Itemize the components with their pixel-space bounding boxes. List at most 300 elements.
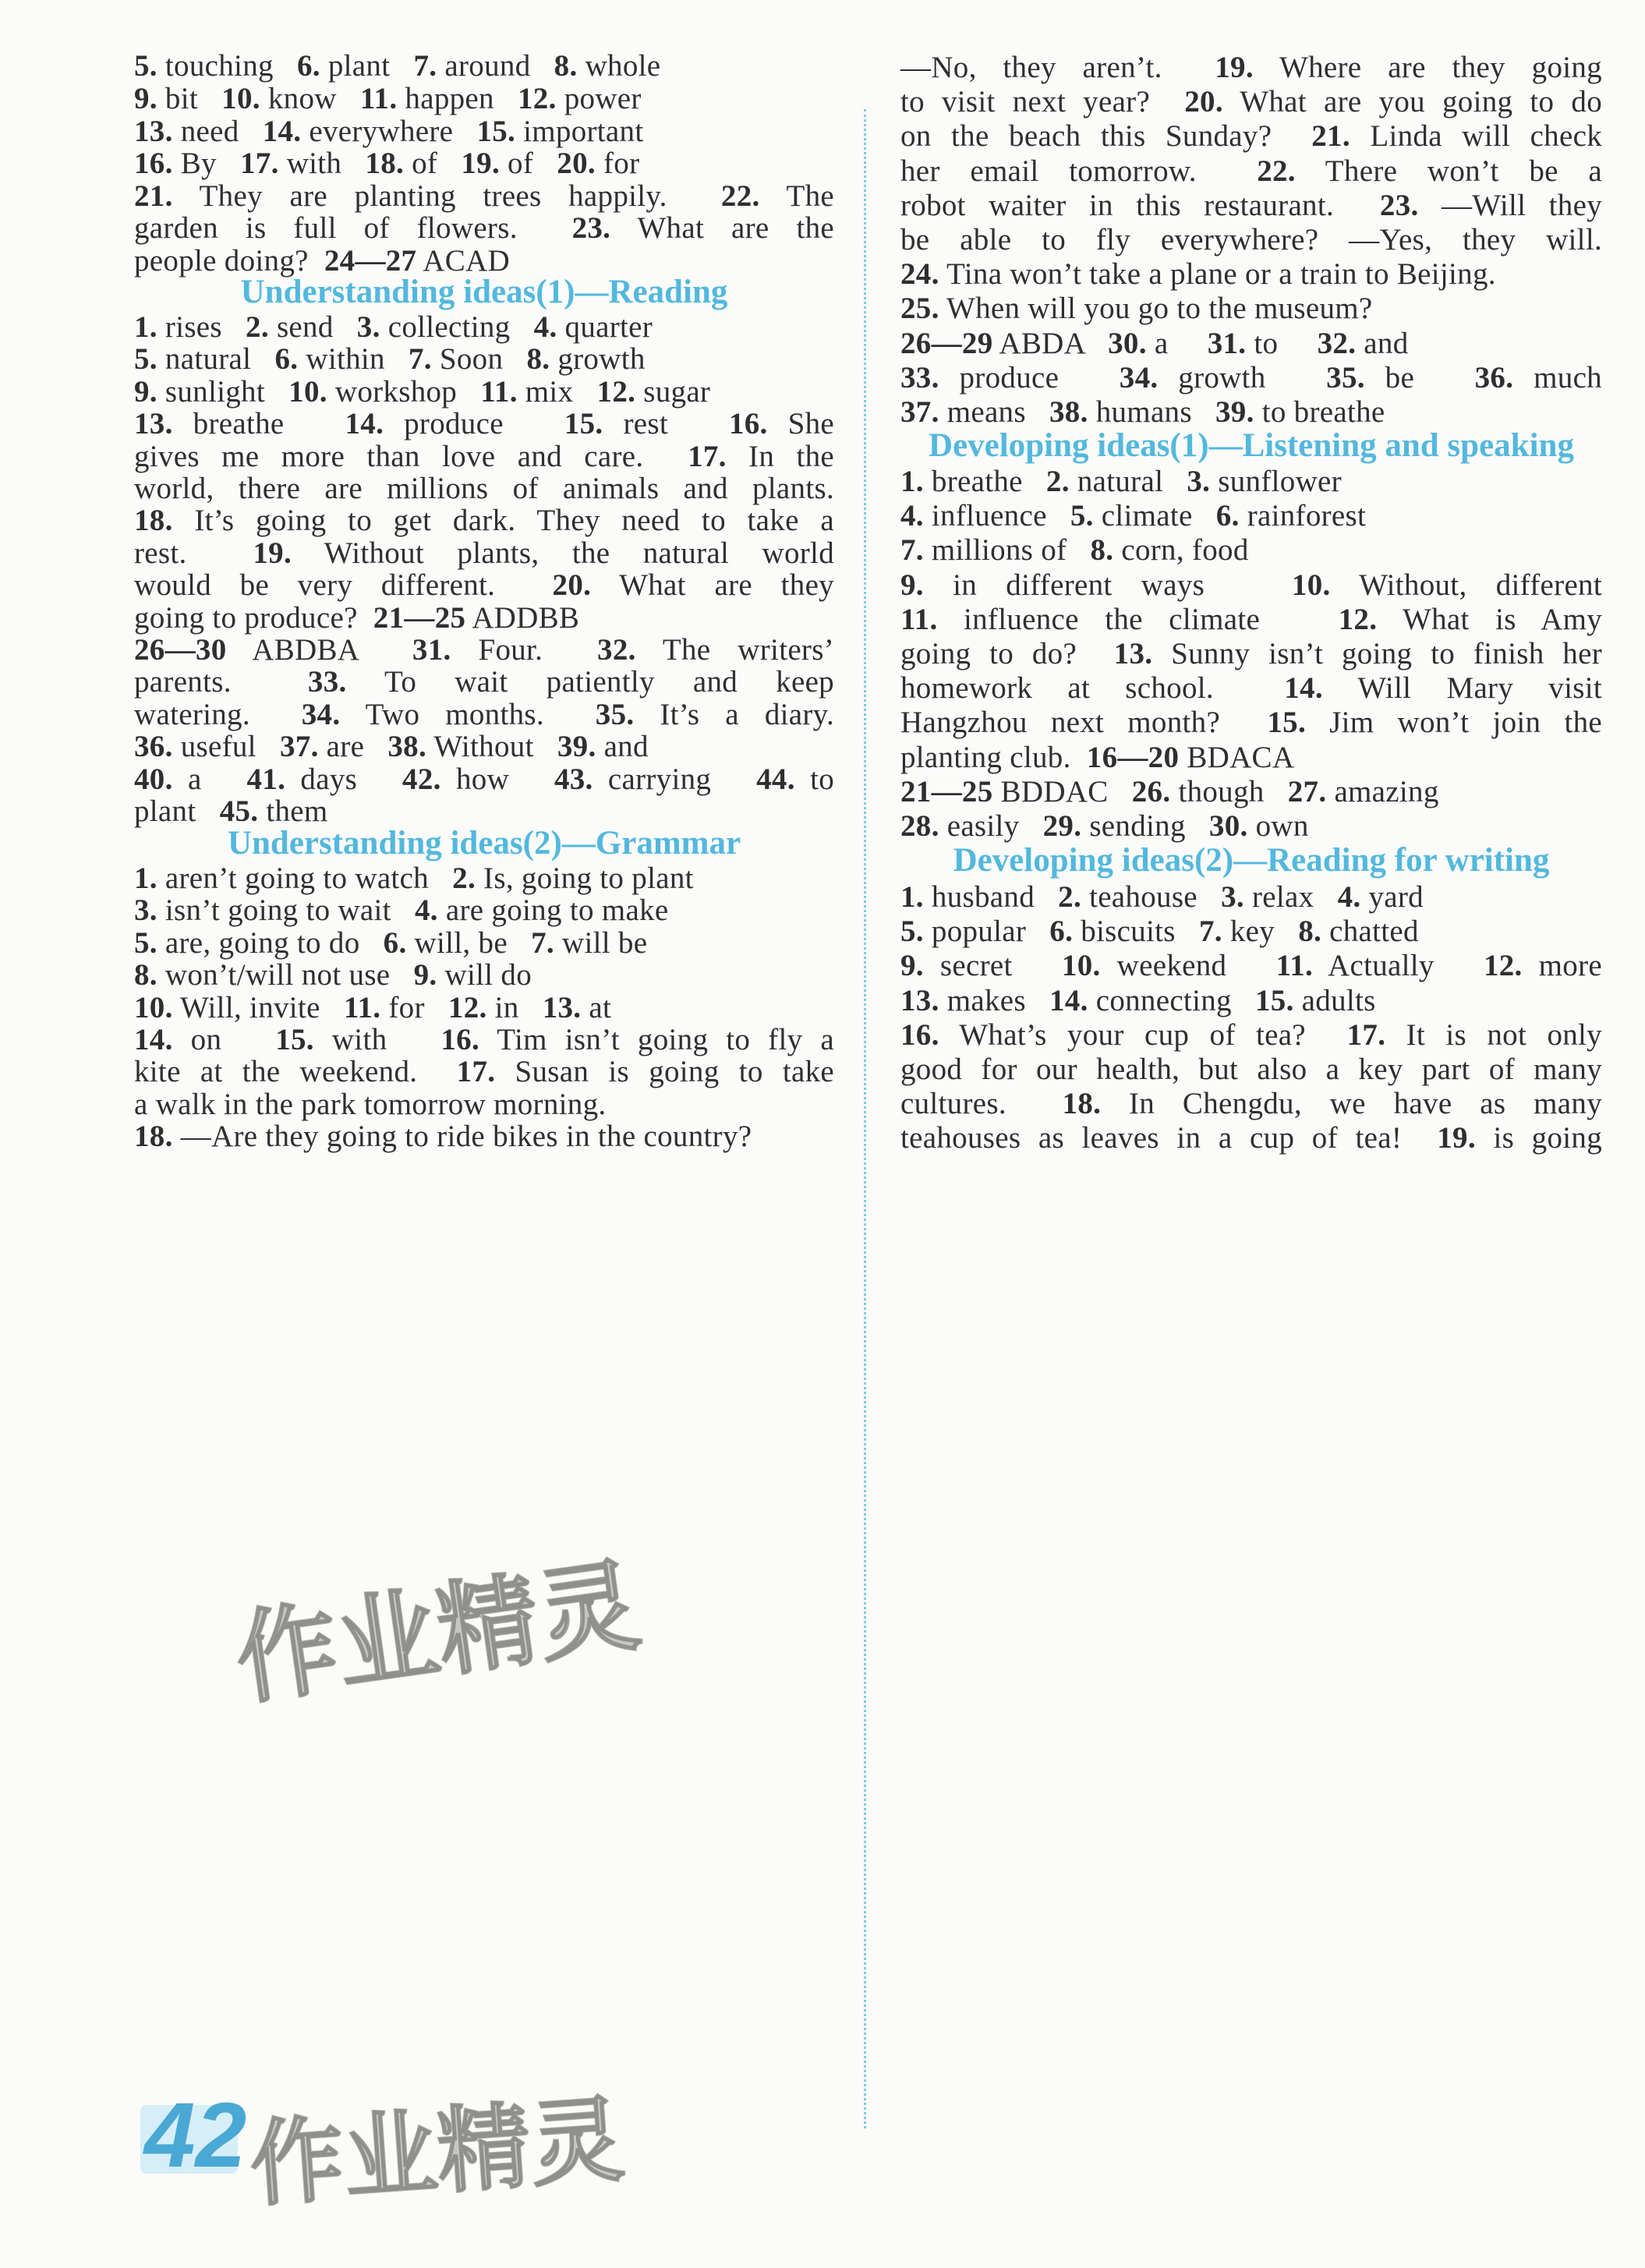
question-number: 12. — [448, 990, 487, 1024]
answer-text: influence — [923, 499, 1070, 533]
answer-line — [900, 462, 1602, 501]
answer-text: in different ways — [923, 568, 1292, 602]
answer-text: What are you going to do — [1222, 85, 1602, 119]
question-number: 15. — [275, 1023, 314, 1056]
answer-text: Hangzhou next month? — [900, 706, 1268, 740]
question-number: 23. — [571, 211, 611, 245]
question-number: 16. — [728, 407, 768, 441]
question-number: 5. — [134, 342, 157, 377]
question-number: 6. — [1049, 915, 1074, 949]
question-number: 6. — [1215, 499, 1240, 533]
question-number: 4. — [533, 310, 557, 344]
question-number: 16. — [134, 147, 173, 180]
question-number: 18. — [134, 1120, 173, 1154]
question-number: 13. — [134, 407, 173, 441]
answer-text: are, going to do — [157, 925, 384, 960]
answer-text: power — [556, 82, 642, 115]
answer-line — [900, 566, 1602, 605]
question-number: 26—30 — [134, 633, 227, 667]
question-number: 10. — [1291, 568, 1331, 602]
question-number: 26. — [1131, 774, 1171, 808]
answer-text: of — [404, 147, 462, 180]
answer-line — [900, 531, 1602, 570]
answer-text: Without, different — [1330, 568, 1602, 602]
question-number: 17. — [1346, 1017, 1386, 1052]
answer-text: will be — [554, 925, 648, 960]
watermark: 作业精灵 — [228, 1545, 647, 1720]
question-number: 21—25 — [373, 600, 466, 635]
answer-text: rises — [157, 310, 246, 344]
question-number: 31. — [1207, 326, 1247, 360]
answer-text: with — [278, 147, 366, 180]
answer-text: ABDBA — [226, 633, 412, 667]
question-number: 14. — [134, 1023, 173, 1056]
answer-text: It is not only — [1385, 1017, 1602, 1052]
answer-line — [900, 117, 1602, 156]
answer-text: people doing? — [134, 244, 324, 278]
question-number: 36. — [134, 730, 173, 764]
question-number: 17. — [688, 439, 727, 473]
question-number: 11. — [359, 82, 398, 115]
question-number: 10. — [288, 374, 327, 409]
answer-text: —No, they aren’t. — [900, 51, 1215, 84]
answer-text: isn’t going to wait — [157, 893, 415, 928]
question-number: 28. — [900, 809, 939, 843]
answer-text: gives me more than love and care. — [134, 439, 688, 473]
answer-text: cultures. — [900, 1087, 1063, 1121]
question-number: 18. — [134, 504, 173, 538]
answer-text: —Are they going to ride bikes in the country? — [172, 1120, 752, 1154]
answer-text: to visit next year? — [900, 85, 1185, 119]
answer-line — [900, 324, 1602, 363]
question-number: 14. — [1049, 983, 1088, 1017]
answer-text: collecting — [380, 310, 534, 344]
question-number: 6. — [383, 925, 407, 960]
answer-text: connecting — [1088, 983, 1255, 1017]
answer-text: homework at school. — [900, 671, 1285, 706]
answer-line — [900, 878, 1602, 917]
answer-text: much — [1513, 360, 1602, 395]
question-number: 31. — [412, 633, 451, 667]
answer-text: growth — [550, 342, 646, 377]
answer-text: Four. — [451, 633, 598, 667]
answer-text: ABDA — [992, 326, 1109, 360]
question-number: 19. — [253, 536, 292, 570]
answer-text: send — [268, 310, 357, 344]
answer-text: world, there are millions of animals and plants. — [134, 472, 834, 505]
answer-text: to — [794, 762, 835, 796]
question-number: 33. — [307, 665, 347, 699]
question-number: 7. — [413, 49, 437, 83]
question-number: 11. — [1275, 949, 1314, 983]
question-number: 38. — [387, 730, 426, 764]
answer-text: touching — [157, 49, 297, 83]
question-number: 11. — [900, 602, 938, 636]
answer-text: yard — [1360, 880, 1424, 914]
answer-text: In the — [726, 439, 834, 473]
question-number: 44. — [756, 762, 795, 796]
answer-text: with — [313, 1023, 441, 1056]
answer-text: The — [759, 179, 834, 213]
question-number: 40. — [134, 762, 173, 796]
answer-line — [900, 946, 1602, 985]
answer-text: Without plants, the natural world — [292, 536, 834, 570]
question-number: 1. — [900, 880, 924, 914]
question-number: 7. — [408, 342, 432, 377]
answer-text: rest — [603, 407, 729, 441]
question-number: 9. — [900, 949, 924, 983]
question-number: 9. — [134, 374, 157, 409]
answer-text: breathe — [923, 465, 1046, 498]
answer-text: and — [1356, 326, 1409, 360]
answer-text: useful — [172, 730, 280, 764]
answer-text: millions of — [923, 533, 1091, 568]
answer-text: garden is full of flowers. — [134, 211, 572, 245]
question-number: 8. — [134, 958, 157, 992]
answer-text: be — [1364, 360, 1475, 395]
answer-text: growth — [1158, 360, 1327, 395]
question-number: 1. — [900, 465, 924, 498]
answer-line — [900, 255, 1602, 294]
answer-text: What is Amy — [1377, 602, 1602, 636]
answer-text: watering. — [134, 697, 302, 731]
answer-text: relax — [1243, 880, 1338, 914]
answer-text: husband — [923, 880, 1059, 914]
answer-text: on — [172, 1023, 276, 1056]
answer-text: Actually — [1313, 949, 1484, 983]
question-number: 13. — [900, 983, 939, 1017]
answer-text: sunflower — [1210, 465, 1342, 498]
question-number: 9. — [134, 82, 157, 115]
question-number: 18. — [1062, 1087, 1102, 1121]
answer-line — [900, 48, 1602, 87]
watermark: 作业精灵 — [246, 2086, 628, 2220]
answer-line — [900, 186, 1602, 225]
answer-text: breathe — [172, 407, 345, 441]
answer-text: There won’t be a — [1295, 154, 1602, 188]
question-number: 6. — [296, 49, 320, 83]
answer-text: need — [172, 115, 263, 148]
answer-text: Linda will check — [1350, 119, 1603, 154]
question-number: 13. — [134, 115, 173, 148]
answer-text: and — [596, 730, 649, 764]
answer-text: will do — [437, 958, 532, 992]
answer-line — [900, 669, 1602, 708]
section-heading: Developing ideas(2)—Reading for writing — [953, 842, 1550, 879]
answer-line — [900, 1016, 1602, 1055]
answer-text: Tina won’t take a plane or a train to Beijing. — [939, 257, 1496, 292]
answer-text: quarter — [557, 310, 653, 344]
question-number: 20. — [557, 147, 596, 180]
answer-text: Without — [426, 730, 557, 764]
question-number: 17. — [239, 147, 279, 180]
question-number: 34. — [1119, 360, 1159, 395]
answer-text: biscuits — [1073, 915, 1199, 949]
answer-text: parents. — [134, 665, 308, 699]
answer-text: Tim isn’t going to fly a — [479, 1023, 834, 1056]
answer-line — [900, 1050, 1602, 1089]
answer-text: secret — [923, 949, 1062, 983]
answer-text: When will you go to the museum? — [939, 292, 1373, 326]
answer-text: rainforest — [1239, 499, 1367, 533]
answer-text: for — [380, 990, 448, 1024]
question-number: 25. — [900, 292, 939, 326]
answer-text: climate — [1093, 499, 1216, 533]
question-number: 5. — [134, 49, 157, 83]
answer-text: It’s going to get dark. They need to take a — [172, 504, 834, 538]
question-number: 8. — [1090, 533, 1114, 568]
question-number: 12. — [1483, 949, 1523, 983]
question-number: 4. — [900, 499, 924, 533]
answer-line — [900, 289, 1602, 328]
answer-text: own — [1247, 809, 1309, 843]
question-number: 19. — [461, 147, 500, 180]
question-number: 2. — [246, 310, 269, 344]
question-number: 2. — [452, 862, 476, 895]
question-number: 14. — [345, 407, 384, 441]
answer-text: going to produce? — [134, 600, 373, 635]
question-number: 15. — [476, 115, 516, 148]
answer-text: within — [298, 342, 409, 377]
question-number: 34. — [301, 697, 341, 731]
answer-text: The writers’ — [635, 633, 834, 667]
question-number: 45. — [219, 794, 259, 828]
answer-text: She — [767, 407, 834, 441]
question-number: 22. — [720, 179, 760, 213]
answer-text: natural — [1069, 465, 1187, 498]
answer-text: to — [1246, 326, 1318, 360]
question-number: 39. — [557, 730, 596, 764]
answer-line — [900, 703, 1602, 742]
answer-text: to breathe — [1254, 395, 1385, 429]
answer-line — [900, 635, 1602, 674]
answer-text: are going to make — [437, 893, 669, 928]
question-number: 7. — [900, 533, 924, 568]
question-number: 6. — [274, 342, 299, 377]
answer-text: It’s a diary. — [634, 697, 834, 731]
question-number: 3. — [134, 893, 157, 928]
answer-text: sunlight — [157, 374, 289, 409]
answer-text: for — [595, 147, 640, 180]
question-number: 13. — [542, 990, 582, 1024]
question-number: 8. — [526, 342, 550, 377]
question-number: 3. — [356, 310, 380, 344]
question-number: 1. — [134, 862, 157, 895]
question-number: 38. — [1049, 395, 1088, 429]
answer-line — [900, 738, 1602, 777]
answer-text: means — [939, 395, 1049, 429]
question-number: 35. — [595, 697, 635, 731]
question-number: 21. — [134, 179, 173, 213]
answer-text: ADDBB — [465, 600, 580, 635]
answer-text: sugar — [635, 374, 711, 409]
question-number: 24. — [900, 257, 939, 292]
page-number: 42 — [144, 2084, 247, 2187]
answer-line — [900, 221, 1602, 260]
answer-text: amazing — [1326, 774, 1439, 808]
question-number: 30. — [1108, 326, 1147, 360]
question-number: 12. — [596, 374, 636, 409]
question-number: 16. — [900, 1017, 939, 1052]
answer-text: Susan is going to take — [495, 1055, 834, 1089]
question-number: 11. — [480, 374, 518, 409]
question-number: 3. — [1187, 465, 1211, 498]
answer-text: at — [581, 990, 612, 1024]
answer-text: adults — [1293, 983, 1376, 1017]
question-number: 9. — [413, 958, 437, 992]
question-number: 35. — [1326, 360, 1365, 395]
answer-text: weekend — [1100, 949, 1276, 983]
question-number: 13. — [1113, 637, 1153, 670]
question-number: 36. — [1474, 360, 1514, 395]
section-heading: Developing ideas(1)—Listening and speaking — [929, 427, 1574, 464]
question-number: 42. — [402, 762, 441, 796]
question-number: 16. — [440, 1023, 479, 1056]
question-number: 8. — [1298, 915, 1322, 949]
answer-text: robot waiter in this restaurant. — [900, 188, 1380, 222]
column-divider — [864, 109, 866, 2128]
question-number: 10. — [221, 82, 260, 115]
answer-text: more — [1522, 949, 1603, 983]
answer-text: good for our health, but also a key part of many — [900, 1053, 1602, 1086]
answer-line — [900, 773, 1602, 812]
answer-text: makes — [939, 983, 1049, 1017]
question-number: 4. — [414, 893, 438, 928]
answer-text: Will, invite — [172, 990, 344, 1024]
answer-text: rest. — [134, 536, 253, 570]
answer-text: plant — [134, 794, 220, 828]
answer-text: on the beach this Sunday? — [900, 119, 1312, 154]
answer-text: produce — [384, 407, 564, 441]
question-number: 3. — [1221, 880, 1244, 914]
question-number: 4. — [1337, 880, 1361, 914]
answer-text: plant — [320, 49, 414, 83]
answer-text: a walk in the park tomorrow morning. — [134, 1087, 607, 1121]
answer-text: Sunny isn’t going to finish her — [1152, 637, 1602, 670]
answer-line — [900, 600, 1602, 639]
answer-text: workshop — [327, 374, 481, 409]
answer-text: natural — [157, 342, 275, 377]
question-number: 1. — [134, 310, 157, 344]
answer-line — [900, 912, 1602, 951]
answer-text: days — [285, 762, 403, 796]
answer-text: —Will they — [1418, 188, 1602, 222]
answer-text: them — [258, 794, 328, 828]
question-number: 20. — [552, 568, 592, 603]
answer-text: popular — [923, 915, 1050, 949]
answer-text: To wait patiently and keep — [346, 665, 834, 699]
question-number: 18. — [365, 147, 405, 180]
question-number: 29. — [1042, 809, 1082, 843]
question-number: 12. — [1338, 602, 1378, 636]
answer-line — [900, 152, 1602, 191]
question-number: 5. — [134, 925, 157, 960]
answer-text: BDACA — [1179, 740, 1295, 774]
question-number: 15. — [1267, 706, 1307, 740]
answer-line — [900, 1084, 1602, 1123]
answer-line — [900, 1119, 1602, 1158]
answer-text: important — [515, 115, 644, 148]
question-number: 23. — [1379, 188, 1419, 222]
question-number: 19. — [1215, 51, 1254, 84]
question-number: 22. — [1257, 154, 1296, 188]
answer-text: though — [1170, 774, 1288, 808]
answer-text: influence the climate — [937, 602, 1339, 636]
answer-text: everywhere — [301, 115, 477, 148]
answer-text: corn, food — [1113, 533, 1249, 568]
question-number: 39. — [1215, 395, 1254, 429]
answer-text: know — [260, 82, 360, 115]
question-number: 5. — [1070, 499, 1094, 533]
question-number: 24—27 — [324, 244, 417, 278]
answer-text: aren’t going to watch — [157, 862, 453, 895]
question-number: 37. — [900, 395, 939, 429]
answer-text: sending — [1081, 809, 1209, 843]
question-number: 14. — [262, 115, 302, 148]
answer-text: key — [1222, 915, 1299, 949]
answer-text: carrying — [593, 762, 757, 796]
answer-text: ACAD — [416, 244, 510, 278]
question-number: 41. — [246, 762, 286, 796]
answer-text: won’t/will not use — [157, 958, 414, 992]
answer-line — [900, 359, 1602, 398]
question-number: 21. — [1311, 119, 1350, 154]
question-number: 15. — [1254, 983, 1294, 1017]
answer-text: bit — [157, 82, 222, 115]
answer-text: Soon — [431, 342, 527, 377]
section-heading: Understanding ideas(1)—Reading — [240, 274, 728, 310]
question-number: 26—29 — [900, 326, 993, 360]
answer-line — [900, 497, 1602, 536]
question-number: 5. — [900, 915, 924, 949]
answer-text: mix — [517, 374, 597, 409]
answer-text: happen — [397, 82, 518, 115]
question-number: 10. — [1061, 949, 1101, 983]
question-number: 7. — [1198, 915, 1222, 949]
answer-text: Where are they going — [1253, 51, 1602, 84]
question-number: 30. — [1208, 809, 1248, 843]
question-number: 15. — [564, 407, 603, 441]
answer-text: chatted — [1321, 915, 1419, 949]
answer-text: By — [172, 147, 240, 180]
answer-text: What are they — [591, 568, 834, 603]
question-number: 27. — [1287, 774, 1327, 808]
answer-text: Will Mary visit — [1322, 671, 1602, 706]
answer-text: would be very different. — [134, 568, 553, 603]
answer-text: be able to fly everywhere? —Yes, they will. — [900, 223, 1602, 257]
answer-text: What are the — [610, 211, 834, 245]
answer-text: planting club. — [900, 740, 1087, 774]
answer-text: BDDAC — [992, 774, 1132, 808]
answer-text: whole — [577, 49, 661, 83]
answer-text: will, be — [406, 925, 532, 960]
question-number: 37. — [279, 730, 319, 764]
answer-text: Is, going to plant — [476, 862, 694, 895]
answer-text: of — [500, 147, 557, 180]
question-number: 43. — [554, 762, 593, 796]
answer-text: around — [437, 49, 554, 83]
answer-text: is going — [1475, 1121, 1602, 1155]
answer-text: They are planting trees happily. — [172, 179, 721, 213]
answer-line — [900, 982, 1602, 1021]
answer-text: teahouse — [1081, 880, 1222, 914]
question-number: 33. — [900, 360, 939, 395]
question-number: 17. — [456, 1055, 496, 1089]
answer-text: In Chengdu, we have as many — [1101, 1087, 1602, 1121]
section-heading: Understanding ideas(2)—Grammar — [227, 825, 741, 862]
question-number: 32. — [1317, 326, 1357, 360]
answer-text: easily — [939, 809, 1043, 843]
